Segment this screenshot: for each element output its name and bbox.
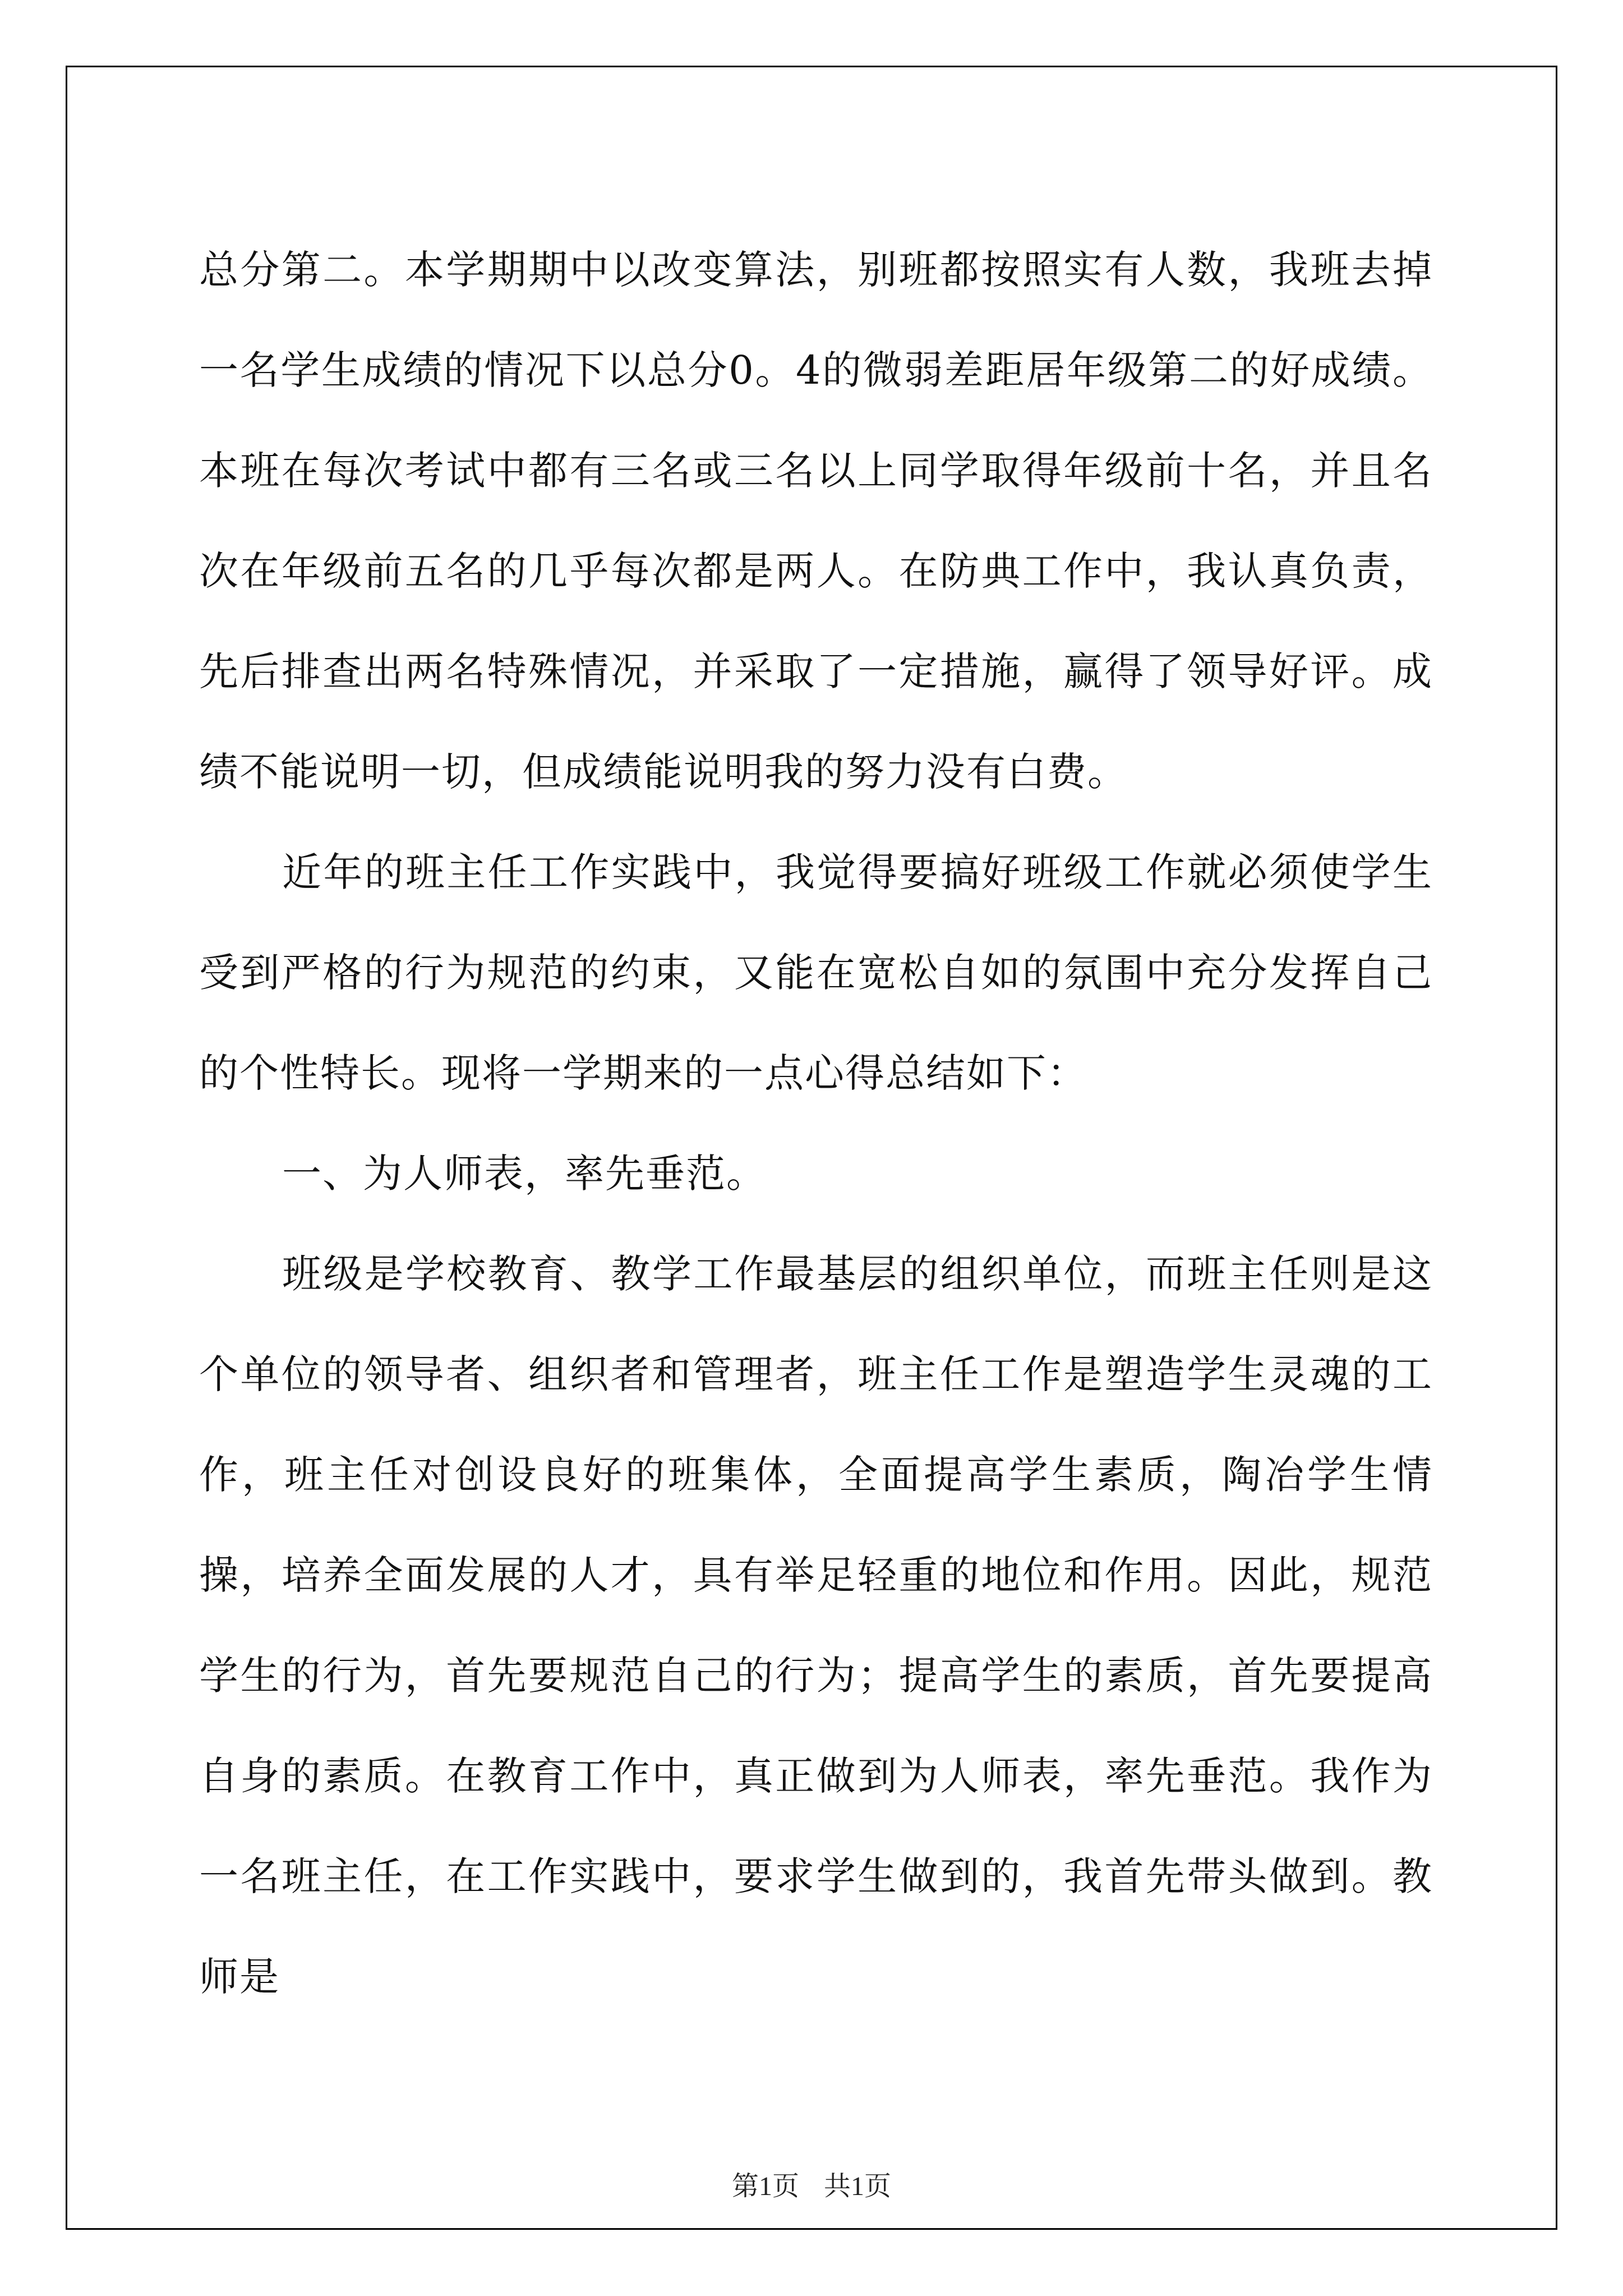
page-footer [0, 2170, 1623, 2203]
page-number-total: 共1页 [824, 2171, 892, 2201]
paragraph-3: 班级是学校教育、教学工作最基层的组织单位，而班主任则是这个单位的领导者、组织者和管理者，班主任工作是塑造学生灵魂的工作，班主任对创设良好的班集体，全面提高学生素质，陶冶学生情操，培养全面发展的人才，具有举足轻重的地位和作用。因此，规范学生的行为，首先要规范自己的行为；提高学生的素质，首先要提高自身的素质。在教育工作中，真正做到为人师表，率先垂范。我作为一名班主任，在工作实践中，要求学生做到的，我首先带头做到。教师是 [199, 1251, 1433, 2000]
document-body [199, 220, 1433, 2027]
paragraph-2: 近年的班主任工作实践中，我觉得要搞好班级工作就必须使学生受到严格的行为规范的约束，又能在宽松自如的氛围中充分发挥自己的个性特长。现将一学期来的一点心得总结如下： [199, 849, 1433, 1096]
section-heading: 一、为人师表，率先垂范。 [282, 1151, 767, 1197]
page-number-current: 第1页 [731, 2171, 799, 2201]
paragraph-1: 总分第二。本学期期中以改变算法，别班都按照实有人数，我班去掉一名学生成绩的情况下以总分0。4的微弱差距居年级第二的好成绩。本班在每次考试中都有三名或三名以上同学取得年级前十名，并且名次在年级前五名的几乎每次都是两人。在防典工作中，我认真负责，先后排查出两名特殊情况，并采取了一定措施，赢得了领导好评。成绩不能说明一切，但成绩能说明我的努力没有白费。 [199, 247, 1433, 795]
